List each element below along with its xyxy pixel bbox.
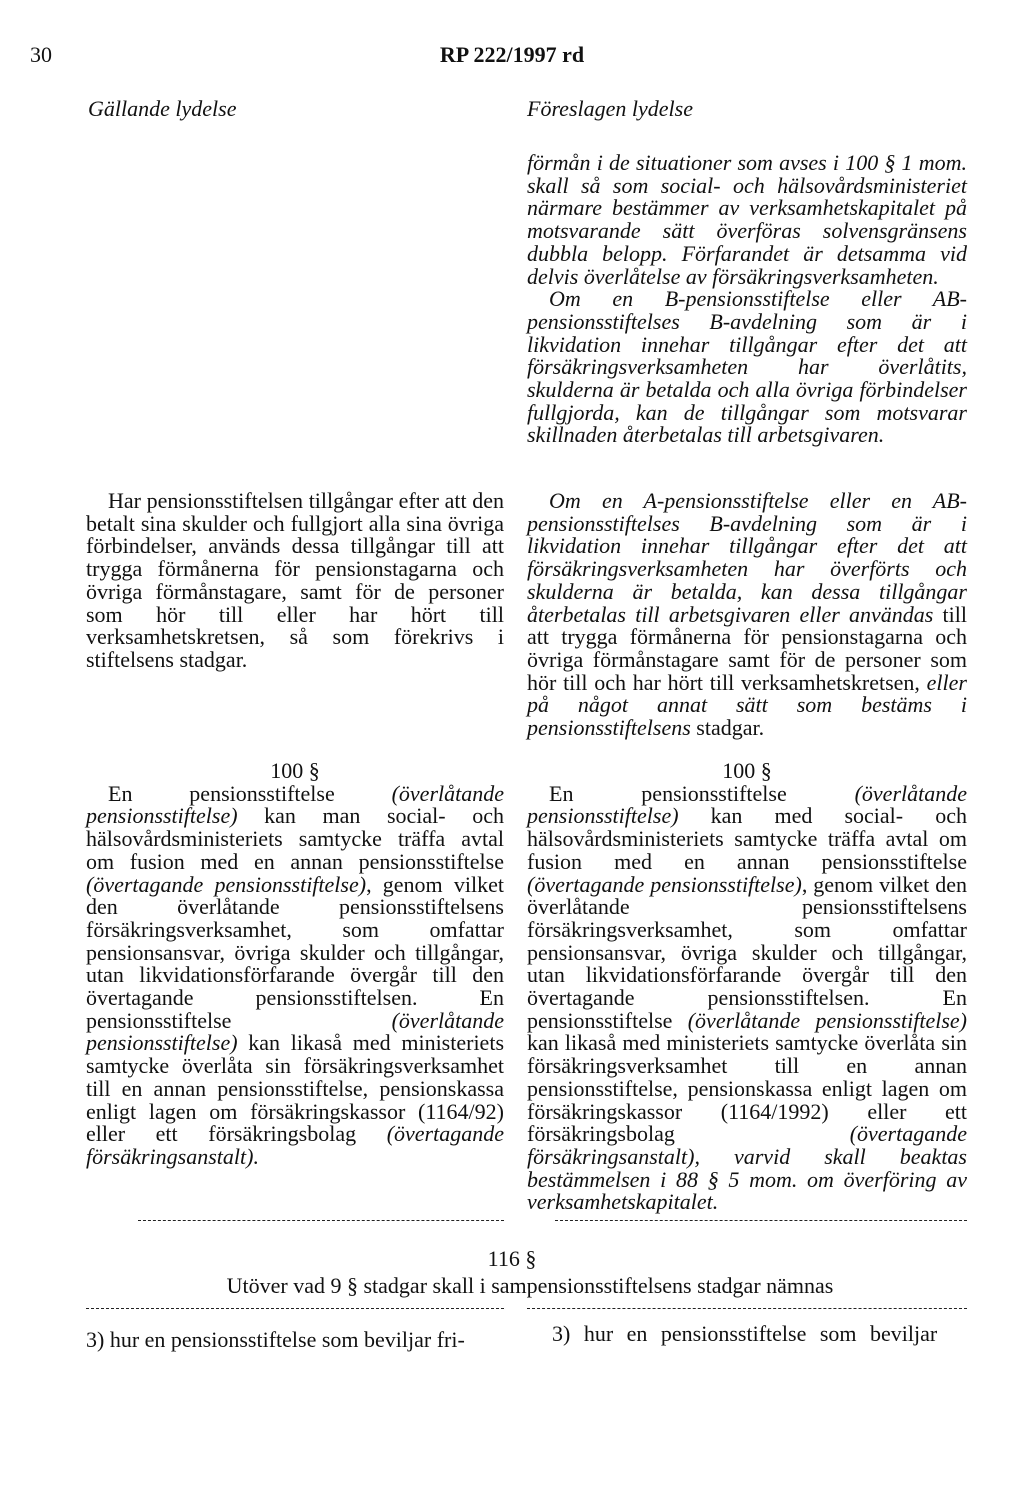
right-mid-normal-1: till att trygga förmånerna för pensionstagarna och övriga förmånstagare samt för de personer som hör till och har hört till verksamhetskretsen, [527,601,968,695]
right-100-italic-2: (övertagande pensionsstiftelse) [527,871,802,897]
left-column-heading: Gällande lydelse [88,96,237,121]
left-100-italic-2: (övertagande pensionsstiftelse) [86,871,367,897]
bottom-left-item: 3) hur en pensionsstiftelse som beviljar fri- [86,1327,465,1352]
right-top-paragraph-2: Om en B-pensionsstiftelse eller AB-pensionsstiftelses B-avdelning som är i likvidation innehar tillgångar efter det att försäkringsverksamheten har överlåtits, skulderna är betalda och alla övriga förbindelser fullgjorda, kan de tillgångar som motsvarar skillnaden återbetalas till arbetsgivaren. [527,286,967,448]
left-100-italic-3: (överlåtande pensionsstiftelse) [86,1007,504,1056]
separator-right-2 [527,1308,967,1309]
right-section-100-paragraph [527,780,967,1215]
right-100-italic-4: (övertagande försäkringsanstalt), varvid skall beaktas bestämmelsen i 88 § 5 mom. om överföring av verksamhetskapitalet. [527,1121,967,1215]
left-100-text-2: kan man social- och hälsovårdsministeriets samtycke träffa avtal om fusion med en annan pensionsstiftelse [86,803,504,874]
right-mid-end: stadgar. [690,715,765,741]
section-116-heading: 116 § [487,1246,537,1271]
right-mid-block [527,490,967,740]
left-100-italic-1: (överlåtande pensionsstiftelse) [86,780,504,829]
right-mid-italic-1: Om en A-pensionsstiftelse eller en AB-pensionsstiftelses B-avdelning som är i likvidation innehar tillgångar efter det att försäkringsverksamheten har överförts och skulderna är betalda, kan dessa tillgångar återbetalas till arbetsgivaren eller användas [527,488,967,627]
left-section-100 [86,760,504,1169]
right-100-text-2: kan med social- och hälsovårdsministeriets samtycke träffa avtal om fusion med en annan pensionsstiftelse [527,803,967,874]
left-100-text-3: , genom vilket den överlåtande pensionsstiftelsens försäkringsverksamhet, som omfattar pensionsansvar, övriga skulder och tillgångar, utan likvidationsförfarande övergår till den övertagande pensionsstiftelsen. En pensionsstiftelse [86,871,504,1033]
left-section-100-paragraph [86,780,504,1169]
section-116-intro: Utöver vad 9 § stadgar skall i sampensionsstiftelsens stadgar nämnas [226,1273,834,1298]
right-100-italic-3: (överlåtande pensionsstiftelse) [687,1007,967,1033]
section-100-heading-left: 100 § [270,758,320,783]
page-number: 30 [30,42,52,67]
right-100-italic-1: (överlåtande pensionsstiftelse) [527,780,967,829]
right-100-text-3: , genom vilket den överlåtande pensionsstiftelsens försäkringsverksamhet, som omfattar pensionsansvar, övriga skulder och tillgångar, utan likvidationsförfarande övergår till den övertagande pensionsstiftelsen. En pensionsstiftelse [527,871,967,1033]
separator-right-1 [555,1220,967,1221]
right-section-100 [527,760,967,1214]
right-mid-paragraph [527,490,967,740]
separator-left-2 [86,1308,504,1309]
right-mid-italic-2: eller på något annat sätt som bestäms i pensionsstiftelsens [527,669,967,741]
right-100-text-4: kan likaså med ministeriets samtycke överlåta sin försäkringsverksamhet till en annan pensionsstiftelse, pensionskassa enligt lagen om försäkringskassor (1164/1992) eller ett försäkringsbolag [527,1030,967,1147]
running-title: RP 222/1997 rd [439,42,585,67]
right-column-heading: Föreslagen lydelse [527,96,693,121]
right-100-text-1: En pensionsstiftelse [549,780,855,806]
left-mid-block [86,490,504,672]
section-100-heading-right: 100 § [722,758,772,783]
bottom-right-item: 3) hur en pensionsstiftelse som beviljar [552,1321,938,1346]
separator-left-1 [138,1220,504,1221]
left-100-italic-4: (övertagande försäkringsanstalt). [86,1121,504,1169]
right-top-block [527,152,967,447]
right-top-paragraph-1: förmån i de situationer som avses i 100 § 1 mom. skall så som social- och hälsovårdsministeriet närmare bestämmer av verksamhetskapitalet på motsvarande sätt överföras solvensgränsens dubbla belopp. Förfarandet är detsamma vid delvis överlåtelse av försäkringsverksamheten. [527,150,967,289]
left-mid-paragraph: Har pensionsstiftelsen tillgångar efter att den betalt sina skulder och fullgjort alla sina övriga förbindelser, används dessa tillgångar till att trygga förmånerna för pensionstagarna och övriga förmånstagare, samt för de personer som hör till eller har hört till verksamhetskretsen, så som förekrivs i stiftelsens stadgar. [86,488,504,672]
left-100-text-4: kan likaså med ministeriets samtycke överlåta sin försäkringsverksamhet till en annan pensionsstiftelse, pensionskassa enligt lagen om försäkringskassor (1164/92) eller ett försäkringsbolag [86,1030,504,1147]
left-100-text-1: En pensionsstiftelse [108,780,392,806]
